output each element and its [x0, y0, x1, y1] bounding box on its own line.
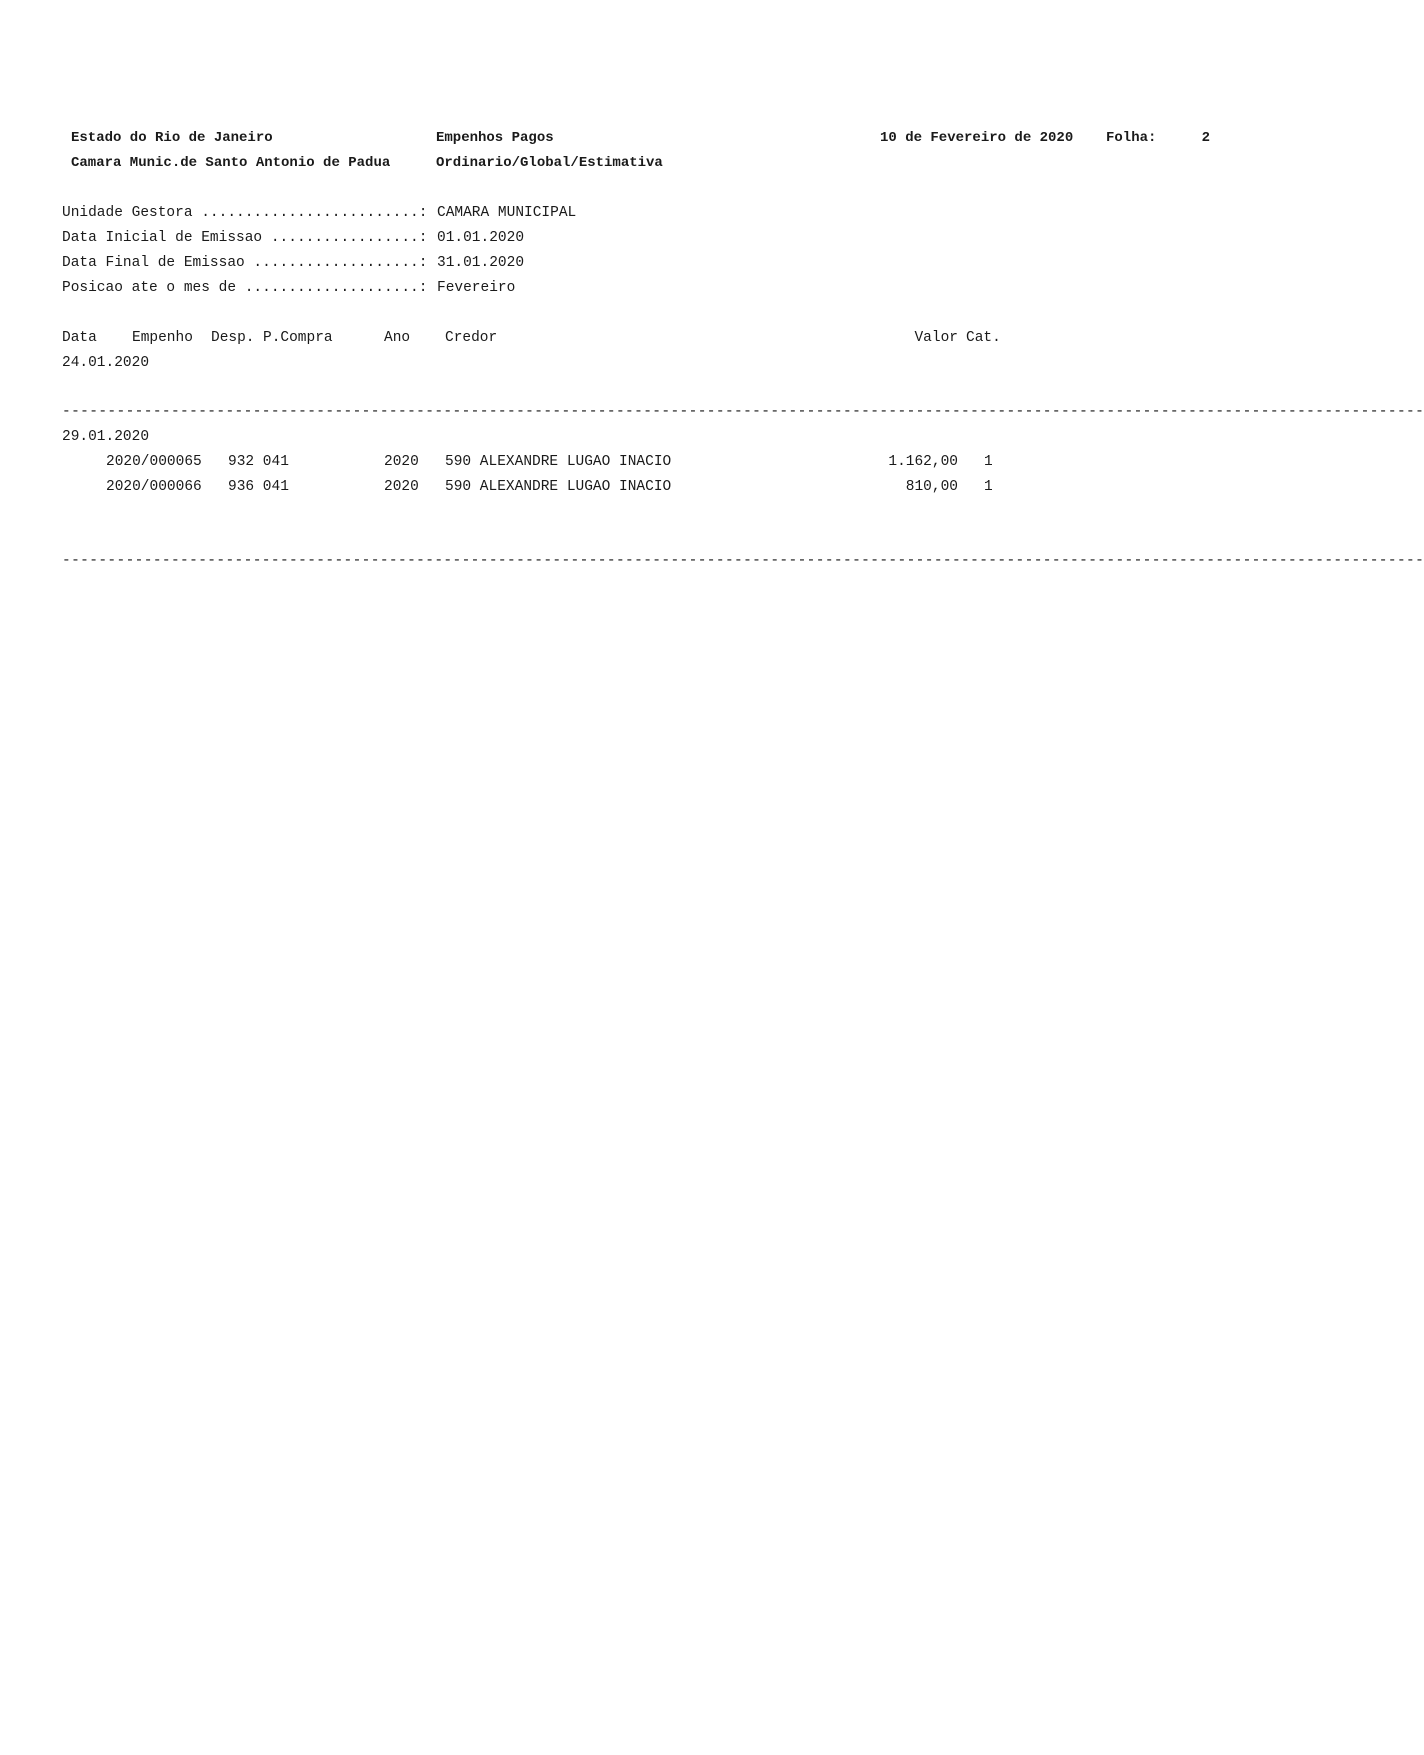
row-empenho: 2020/000066 — [106, 479, 202, 495]
param-value-data-final: 31.01.2020 — [437, 255, 525, 271]
separator-line: ------------------------------------------------------------------------------------------------------------------------------------------------------ — [62, 404, 1424, 420]
param-label-posicao: Posicao ate o mes de ....................: — [62, 280, 428, 296]
row-valor: 1.162,00 — [888, 454, 958, 470]
col-header-ano: Ano — [384, 330, 411, 346]
row-ano: 2020 — [384, 454, 419, 470]
sheet-number: 2 — [1201, 130, 1210, 146]
col-header-credor: Credor — [445, 330, 498, 346]
report-title: Empenhos Pagos — [436, 130, 554, 146]
row-desp: 936 041 — [228, 479, 289, 495]
group-date: 29.01.2020 — [62, 429, 150, 445]
report-subtitle: Ordinario/Global/Estimativa — [436, 155, 663, 171]
col-header-empenho: Empenho — [132, 330, 193, 346]
col-header-data: Data — [62, 330, 97, 346]
separator-line: ------------------------------------------------------------------------------------------------------------------------------------------------------ — [62, 553, 1424, 569]
col-header-valor: Valor — [914, 330, 958, 346]
param-value-unidade: CAMARA MUNICIPAL — [437, 205, 577, 221]
report-date: 10 de Fevereiro de 2020 — [880, 130, 1074, 146]
row-empenho: 2020/000065 — [106, 454, 202, 470]
row-valor: 810,00 — [905, 479, 958, 495]
param-label-unidade: Unidade Gestora .........................: — [62, 205, 428, 221]
row-credor: 590 ALEXANDRE LUGAO INACIO — [445, 454, 672, 470]
col-header-pcompra: P.Compra — [263, 330, 333, 346]
sheet-label: Folha: — [1106, 130, 1157, 146]
row-cat: 1 — [984, 479, 993, 495]
param-value-data-inicial: 01.01.2020 — [437, 230, 525, 246]
row-cat: 1 — [984, 454, 993, 470]
row-credor: 590 ALEXANDRE LUGAO INACIO — [445, 479, 672, 495]
row-ano: 2020 — [384, 479, 419, 495]
param-label-data-inicial: Data Inicial de Emissao .................: — [62, 230, 428, 246]
col-header-desp: Desp. — [211, 330, 255, 346]
param-label-data-final: Data Final de Emissao ...................: — [62, 255, 428, 271]
param-value-posicao: Fevereiro — [437, 280, 516, 296]
header-state: Estado do Rio de Janeiro — [71, 130, 273, 146]
row-desp: 932 041 — [228, 454, 289, 470]
header-entity: Camara Munic.de Santo Antonio de Padua — [71, 155, 391, 171]
col-header-cat: Cat. — [966, 330, 1001, 346]
group-date: 24.01.2020 — [62, 355, 150, 371]
